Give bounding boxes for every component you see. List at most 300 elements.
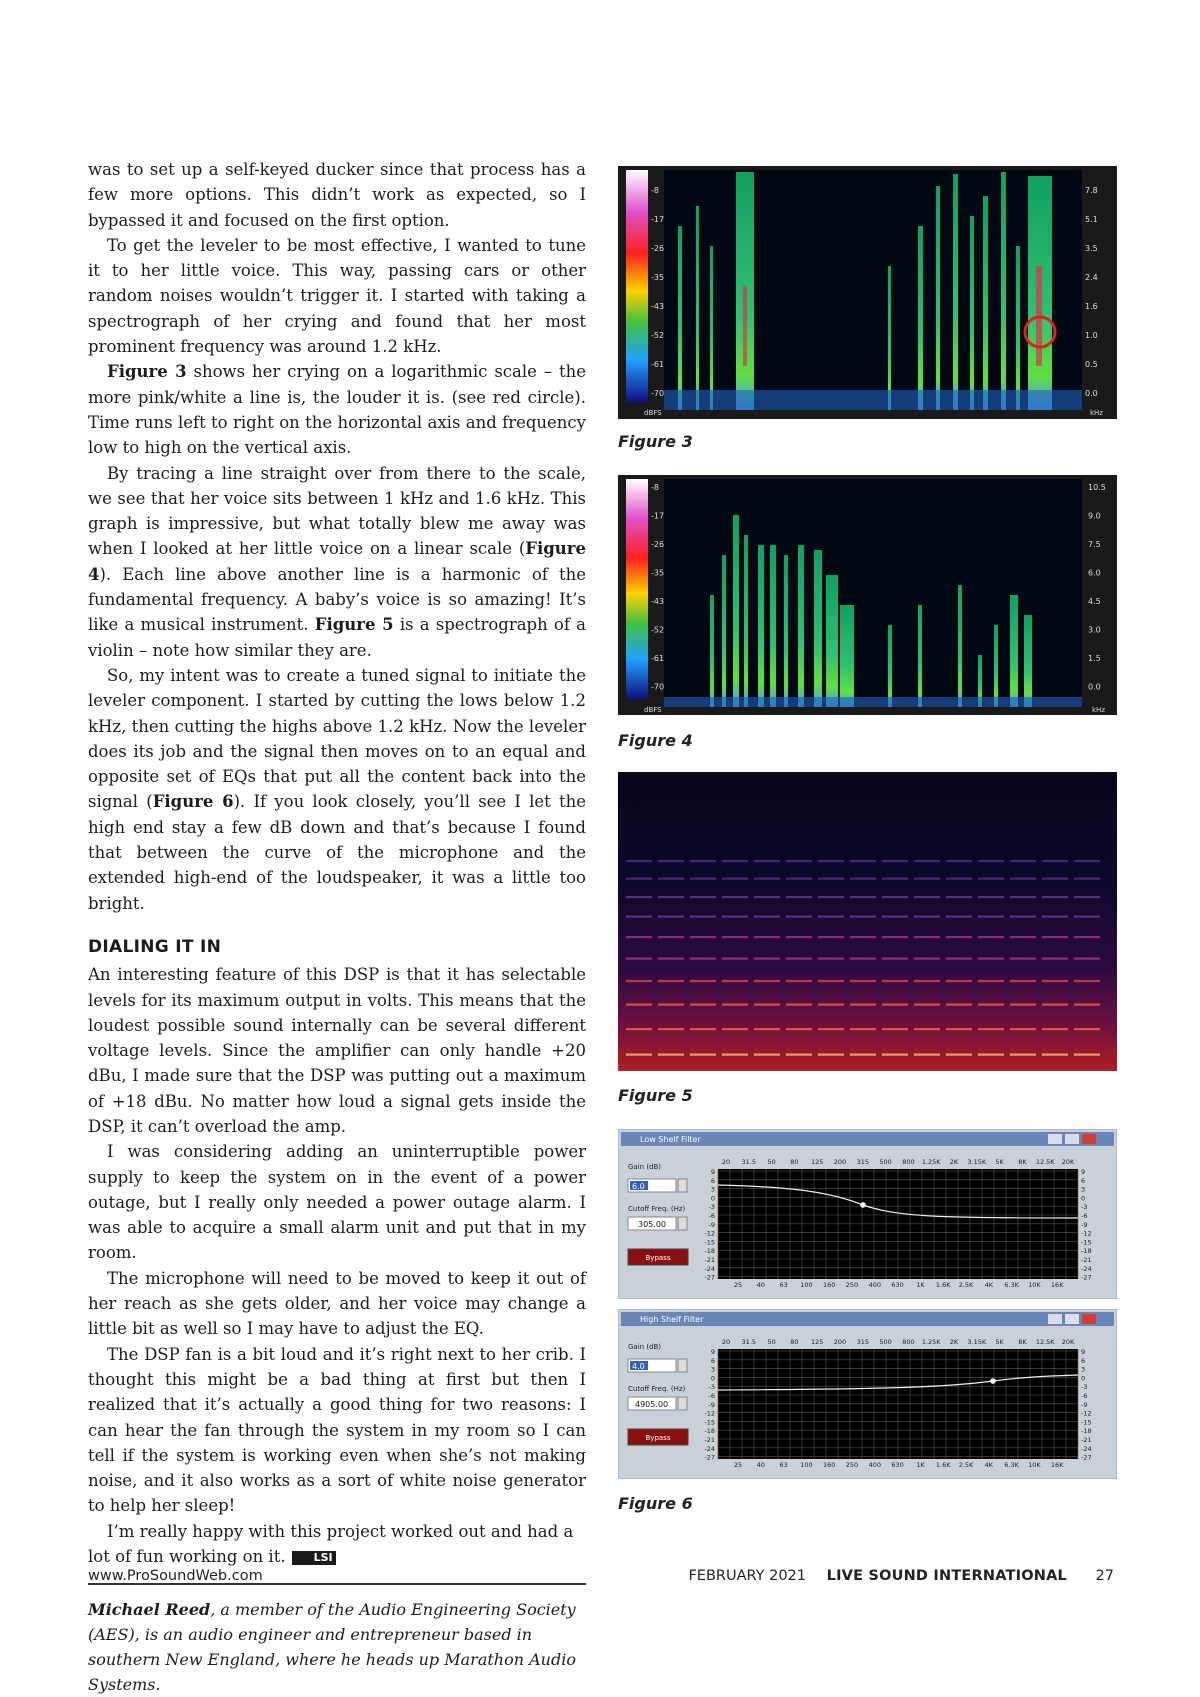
- violin-band: [850, 1054, 876, 1056]
- low-shelf-gain-label: Gain (dB): [628, 1163, 662, 1171]
- freq-top-label: 12.5K: [1035, 1338, 1055, 1346]
- violin-band: [1010, 936, 1036, 938]
- violin-band: [754, 860, 780, 862]
- violin-band: [722, 1028, 748, 1030]
- violin-band: [850, 916, 876, 918]
- violin-band: [754, 980, 780, 982]
- gain-left-label: -21: [704, 1256, 715, 1264]
- freq-bottom-label: 2.5K: [958, 1461, 974, 1469]
- paragraph-1: was to set up a self-keyed ducker since that process has a few more options. This didn’t work as expected, so I bypassed it and focused on the first option.: [88, 160, 586, 230]
- freq-top-label: 31.5: [741, 1338, 757, 1346]
- freq-bottom-label: 250: [845, 1281, 859, 1289]
- violin-band: [978, 916, 1004, 918]
- gain-right-label: -18: [1081, 1247, 1092, 1256]
- footer-date: FEBRUARY 2021: [688, 1568, 807, 1584]
- freq-bottom-label: 40: [756, 1281, 765, 1289]
- violin-band: [914, 1004, 940, 1006]
- gain-right-label: 3: [1081, 1185, 1086, 1194]
- freq-bottom-label: 100: [800, 1461, 813, 1469]
- violin-band: [882, 936, 908, 938]
- khz-scale-label: 3.0: [1088, 625, 1101, 635]
- khz-scale-label: 3.5: [1085, 244, 1098, 253]
- db-scale-label: -26: [651, 244, 665, 253]
- high-shelf-gain-spinner[interactable]: [678, 1359, 687, 1372]
- violin-band: [786, 936, 812, 938]
- freq-bottom-label: 400: [868, 1281, 882, 1289]
- violin-band: [626, 1028, 652, 1030]
- fig4-plot-area: [664, 479, 1082, 707]
- gain-right-label: -6: [1081, 1392, 1088, 1400]
- violin-band: [882, 958, 908, 960]
- khz-scale-label: 9.0: [1088, 511, 1101, 521]
- violin-band: [1074, 980, 1100, 982]
- freq-top-label: 31.5: [741, 1158, 757, 1166]
- violin-band: [1010, 1028, 1036, 1030]
- db-scale-label: -52: [651, 625, 665, 635]
- freq-top-label: 315: [856, 1158, 870, 1166]
- freq-bottom-label: 63: [779, 1281, 788, 1289]
- db-scale-label: -35: [651, 273, 665, 282]
- violin-band: [1010, 1004, 1036, 1006]
- high-shelf-maximize-icon[interactable]: [1065, 1314, 1079, 1324]
- violin-band: [946, 896, 972, 898]
- violin-band: [1042, 860, 1068, 862]
- violin-band: [882, 1004, 908, 1006]
- low-shelf-freq-bottom-labels: [734, 1281, 1064, 1289]
- freq-bottom-label: 63: [779, 1461, 788, 1469]
- violin-band: [786, 958, 812, 960]
- violin-band: [626, 860, 652, 862]
- violin-band: [690, 958, 716, 960]
- freq-top-label: 2K: [949, 1338, 959, 1346]
- violin-band: [946, 936, 972, 938]
- violin-band: [1042, 896, 1068, 898]
- low-shelf-cutoff-value: 305.00: [638, 1220, 666, 1229]
- low-shelf-gain-spinner[interactable]: [678, 1179, 687, 1192]
- gain-right-label: -15: [1081, 1238, 1092, 1247]
- violin-band: [914, 1028, 940, 1030]
- gain-left-label: -15: [704, 1418, 715, 1427]
- freq-top-label: 800: [902, 1158, 915, 1166]
- violin-band: [850, 1028, 876, 1030]
- khz-scale-label: 10.5: [1088, 483, 1106, 492]
- violin-band: [658, 1028, 684, 1030]
- gain-left-label: -12: [704, 1229, 715, 1238]
- violin-band: [1042, 1028, 1068, 1030]
- figure-4-caption: Figure 4: [618, 731, 693, 750]
- violin-band: [1074, 958, 1100, 960]
- violin-band: [626, 878, 652, 880]
- violin-band: [882, 1028, 908, 1030]
- gain-left-label: -27: [704, 1453, 715, 1462]
- freq-bottom-label: 25: [733, 1281, 743, 1289]
- gain-left-label: -18: [704, 1427, 715, 1436]
- gain-left-label: 3: [710, 1185, 715, 1194]
- low-shelf-handle[interactable]: [860, 1202, 866, 1208]
- violin-band: [978, 878, 1004, 880]
- gain-right-label: -24: [1081, 1264, 1092, 1273]
- khz-scale-label: 1.5: [1088, 654, 1101, 663]
- violin-band: [818, 936, 844, 938]
- figure-5-ref: Figure 5: [314, 615, 394, 635]
- violin-band: [978, 896, 1004, 898]
- freq-bottom-label: 630: [891, 1281, 904, 1289]
- paragraph-3: Figure 3 shows her crying on a logarithmic scale – the more pink/white a line is, the louder it is. (see red circle). Time runs left to right on the horizontal axis and frequency low to high on the vertical axis.: [88, 362, 586, 458]
- violin-band: [978, 936, 1004, 938]
- violin-band: [1042, 916, 1068, 918]
- gain-right-label: -15: [1081, 1418, 1092, 1427]
- freq-top-label: 50: [767, 1338, 776, 1346]
- violin-band: [722, 896, 748, 898]
- freq-top-label: 500: [879, 1338, 892, 1346]
- violin-band: [658, 1054, 684, 1056]
- violin-band: [914, 958, 940, 960]
- freq-top-label: 125: [810, 1338, 824, 1346]
- violin-band: [818, 860, 844, 862]
- violin-band: [786, 878, 812, 880]
- gain-right-label: 9: [1081, 1348, 1086, 1356]
- violin-band: [658, 860, 684, 862]
- figure-5-violin-spectrogram: [618, 772, 1117, 1071]
- freq-bottom-label: 2.5K: [958, 1281, 974, 1289]
- gain-left-label: -3: [708, 1203, 715, 1212]
- violin-band: [1074, 1054, 1100, 1056]
- gain-right-label: -9: [1081, 1400, 1088, 1409]
- freq-bottom-label: 100: [800, 1281, 813, 1289]
- high-shelf-cutoff-label: Cutoff Freq. (Hz): [628, 1385, 686, 1393]
- gain-left-label: -6: [708, 1392, 715, 1400]
- gain-left-label: -21: [704, 1436, 715, 1444]
- freq-top-label: 20: [721, 1158, 731, 1166]
- fig3-color-scale: [626, 170, 648, 402]
- db-scale-label: -70: [651, 389, 665, 398]
- low-shelf-maximize-icon[interactable]: [1065, 1134, 1079, 1144]
- freq-bottom-label: 16K: [1050, 1461, 1064, 1469]
- figure-3-ref: Figure 3: [107, 362, 187, 382]
- violin-band: [1042, 936, 1068, 938]
- freq-top-label: 20K: [1061, 1158, 1075, 1166]
- violin-band: [754, 896, 780, 898]
- violin-band: [914, 980, 940, 982]
- khz-scale-label: 1.0: [1085, 331, 1098, 340]
- fig5-plot-area: [618, 772, 1117, 1071]
- violin-band: [818, 878, 844, 880]
- freq-bottom-label: 4K: [984, 1461, 994, 1469]
- gain-right-label: -24: [1081, 1444, 1092, 1453]
- footer-website[interactable]: www.ProSoundWeb.com: [88, 1568, 263, 1584]
- low-shelf-minimize-icon[interactable]: [1048, 1134, 1062, 1144]
- violin-band: [786, 916, 812, 918]
- freq-top-label: 50: [767, 1158, 776, 1166]
- figure-3-spectrogram: [618, 166, 1117, 419]
- khz-scale-label: 6.0: [1088, 568, 1101, 578]
- gain-right-label: -6: [1081, 1212, 1088, 1220]
- violin-band: [754, 1004, 780, 1006]
- freq-bottom-label: 6.3K: [1004, 1461, 1019, 1469]
- violin-band: [754, 936, 780, 938]
- paragraph-5: So, my intent was to create a tuned signal to initiate the leveler component. I started by cutting the lows below 1.2 kHz, then cutting the highs above 1.2 kHz. Now the leveler does its job and the signal then moves on to an equal and opposite set of EQs that put all the content back into the signal (Figure 6). If you look closely, you’ll see I let the high end stay a few dB down and that’s because I found that between the curve of the microphone and the extended high-end of the loudspeaker, it was a little too bright.: [88, 665, 587, 913]
- freq-top-label: 2K: [949, 1158, 959, 1166]
- freq-bottom-label: 6.3K: [1004, 1281, 1019, 1289]
- khz-scale-label: 2.4: [1085, 273, 1098, 282]
- freq-top-label: 500: [879, 1158, 892, 1166]
- paragraph-9: The DSP fan is a bit loud and it’s right next to her crib. I thought this might be a bad thing at first but then I realized that it’s actually a good thing for two reasons: I can hear the fan through the system in my room so I can tell if the system is working even when she’s not making noise, and it also works as a sort of white noise generator to help her sleep!: [88, 1344, 586, 1516]
- gain-right-label: 3: [1081, 1365, 1086, 1374]
- violin-band: [722, 958, 748, 960]
- violin-band: [850, 980, 876, 982]
- figure-4-spectrogram: [618, 475, 1117, 715]
- gain-left-label: 0: [710, 1194, 715, 1203]
- gain-right-label: -21: [1081, 1436, 1092, 1444]
- figure-3-caption: Figure 3: [618, 432, 693, 451]
- freq-bottom-label: 400: [868, 1461, 882, 1469]
- freq-bottom-label: 1K: [916, 1461, 925, 1469]
- violin-band: [1010, 860, 1036, 862]
- figure-6-caption: Figure 6: [618, 1494, 693, 1513]
- violin-band: [658, 980, 684, 982]
- figure-4-ref: Figure 4: [88, 539, 586, 584]
- high-shelf-freq-bottom-labels: [734, 1461, 1064, 1469]
- khz-scale-label: 0.0: [1088, 682, 1101, 692]
- high-shelf-gain-label: Gain (dB): [628, 1343, 662, 1351]
- paragraph-4: By tracing a line straight over from there to the scale, we see that her voice sits between 1 kHz and 1.6 kHz. This graph is impressive, but what totally blew me away was when I looked at her little voice on a linear scale (Figure 4). Each line above another line is a harmonic of the fundamental frequency. A baby’s voice is so amazing! It’s like a musical instrument. Figure 5 is a spectrograph of a violin – note how similar they are.: [88, 463, 587, 660]
- freq-top-label: 5K: [995, 1158, 1004, 1166]
- gain-left-label: -24: [704, 1444, 715, 1453]
- violin-band: [850, 958, 876, 960]
- violin-band: [1042, 1004, 1068, 1006]
- violin-band: [658, 878, 684, 880]
- freq-top-label: 20: [721, 1338, 731, 1346]
- violin-band: [818, 1004, 844, 1006]
- freq-bottom-label: 160: [822, 1281, 836, 1289]
- violin-band: [818, 896, 844, 898]
- section-heading: DIALING IT IN: [88, 936, 222, 957]
- khz-scale-label: 1.6: [1085, 302, 1098, 311]
- khz-scale-label: 0.5: [1085, 360, 1098, 369]
- violin-band: [722, 916, 748, 918]
- violin-band: [626, 980, 652, 982]
- paragraph-10: I’m really happy with this project worked out and had a lot of fun working on it. LSI: [88, 1521, 574, 1567]
- low-shelf-cutoff-spinner[interactable]: [678, 1217, 687, 1230]
- violin-band: [818, 958, 844, 960]
- paragraph-8: The microphone will need to be moved to keep it out of her reach as she gets older, and her voice may change a little bit as well so I may have to adjust the EQ.: [88, 1268, 586, 1339]
- paragraph-2: To get the leveler to be most effective, I wanted to tune it to her little voice. This way, passing cars or other random noises wouldn’t trigger it. I started with taking a spectrograph of her crying and found that her most prominent frequency was around 1.2 kHz.: [88, 235, 586, 357]
- gain-right-label: -27: [1081, 1453, 1092, 1462]
- violin-band: [914, 916, 940, 918]
- violin-band: [786, 1028, 812, 1030]
- violin-band: [818, 1028, 844, 1030]
- violin-band: [946, 860, 972, 862]
- violin-band: [690, 936, 716, 938]
- low-shelf-title: Low Shelf Filter: [640, 1135, 701, 1144]
- violin-band: [850, 936, 876, 938]
- figure-6-ref: Figure 6: [152, 792, 234, 812]
- violin-band: [722, 860, 748, 862]
- gain-left-label: 0: [710, 1374, 715, 1383]
- freq-top-label: 125: [810, 1158, 824, 1166]
- violin-band: [946, 980, 972, 982]
- violin-band: [626, 936, 652, 938]
- freq-top-label: 1.25K: [921, 1158, 941, 1166]
- freq-top-label: 1.25K: [921, 1338, 941, 1346]
- freq-top-label: 5K: [995, 1338, 1004, 1346]
- violin-band: [658, 916, 684, 918]
- violin-band: [818, 1054, 844, 1056]
- violin-band: [946, 1004, 972, 1006]
- freq-top-label: 3.15K: [967, 1338, 987, 1346]
- gain-right-label: -12: [1081, 1229, 1092, 1238]
- violin-band: [722, 1004, 748, 1006]
- gain-left-label: -9: [708, 1400, 715, 1409]
- violin-band: [818, 916, 844, 918]
- khz-scale-label: 7.8: [1085, 186, 1098, 195]
- gain-left-label: -3: [708, 1383, 715, 1392]
- gain-left-label: -15: [704, 1238, 715, 1247]
- violin-band: [786, 896, 812, 898]
- high-shelf-minimize-icon[interactable]: [1048, 1314, 1062, 1324]
- freq-bottom-label: 10K: [1028, 1281, 1041, 1289]
- db-scale-label: -8: [651, 483, 659, 492]
- db-scale-label: -8: [651, 186, 659, 195]
- violin-band: [754, 958, 780, 960]
- fig3-dbfs-unit: dBFS: [644, 409, 662, 417]
- violin-band: [1010, 1054, 1036, 1056]
- high-shelf-handle[interactable]: [990, 1378, 996, 1384]
- freq-bottom-label: 1.6K: [935, 1281, 951, 1289]
- fig4-dbfs-unit: dBFS: [644, 706, 662, 714]
- db-scale-label: -26: [651, 540, 665, 549]
- high-shelf-cutoff-spinner[interactable]: [678, 1397, 687, 1410]
- violin-band: [882, 980, 908, 982]
- gain-right-label: -27: [1081, 1273, 1092, 1282]
- violin-band: [754, 916, 780, 918]
- figure-5-caption: Figure 5: [618, 1086, 693, 1105]
- violin-band: [914, 896, 940, 898]
- violin-band: [1010, 958, 1036, 960]
- violin-band: [1010, 980, 1036, 982]
- author-name: Michael Reed: [88, 1600, 211, 1620]
- freq-bottom-label: 16K: [1050, 1281, 1064, 1289]
- violin-band: [946, 916, 972, 918]
- violin-band: [658, 1004, 684, 1006]
- gain-right-label: 0: [1081, 1374, 1086, 1383]
- gain-right-label: -9: [1081, 1220, 1088, 1229]
- khz-scale-label: 0.0: [1085, 389, 1098, 398]
- freq-top-label: 800: [902, 1338, 915, 1346]
- violin-band: [882, 896, 908, 898]
- freq-bottom-label: 1.6K: [935, 1461, 951, 1469]
- db-scale-label: -17: [651, 511, 665, 521]
- violin-band: [690, 916, 716, 918]
- violin-band: [978, 958, 1004, 960]
- violin-band: [1042, 958, 1068, 960]
- freq-bottom-label: 25: [733, 1461, 743, 1469]
- violin-band: [914, 878, 940, 880]
- low-shelf-cutoff-label: Cutoff Freq. (Hz): [628, 1205, 686, 1213]
- violin-band: [658, 958, 684, 960]
- gain-left-label: 9: [710, 1168, 715, 1176]
- violin-band: [626, 916, 652, 918]
- violin-band: [914, 1054, 940, 1056]
- low-shelf-gain-value: 6.0: [632, 1182, 645, 1191]
- gain-right-label: 0: [1081, 1194, 1086, 1203]
- violin-band: [1074, 878, 1100, 880]
- low-shelf-close-icon[interactable]: [1082, 1134, 1096, 1144]
- violin-band: [978, 1004, 1004, 1006]
- violin-band: [658, 896, 684, 898]
- violin-band: [1010, 878, 1036, 880]
- violin-band: [690, 1028, 716, 1030]
- freq-top-label: 20K: [1061, 1338, 1075, 1346]
- violin-band: [914, 936, 940, 938]
- gain-right-label: 9: [1081, 1168, 1086, 1176]
- gain-left-label: 6: [710, 1176, 715, 1185]
- violin-band: [818, 980, 844, 982]
- freq-bottom-label: 160: [822, 1461, 836, 1469]
- violin-band: [882, 916, 908, 918]
- violin-band: [1010, 896, 1036, 898]
- db-scale-label: -35: [651, 568, 665, 578]
- paragraph-6: An interesting feature of this DSP is that it has selectable levels for its maximum output in volts. This means that the loudest possible sound internally can be several different voltage levels. Since the amplifier can only handle +20 dBu, I made sure that the DSP was putting out a maximum of +18 dBu. No matter how loud a signal gets inside the DSP, it can’t overload the amp.: [88, 965, 586, 1136]
- violin-band: [946, 1028, 972, 1030]
- db-scale-label: -52: [651, 331, 665, 340]
- violin-band: [882, 1054, 908, 1056]
- violin-band: [946, 958, 972, 960]
- violin-band: [850, 878, 876, 880]
- freq-bottom-label: 630: [891, 1461, 904, 1469]
- violin-band: [722, 1054, 748, 1056]
- db-scale-label: -70: [651, 682, 665, 692]
- violin-band: [946, 1054, 972, 1056]
- khz-scale-label: 5.1: [1085, 215, 1098, 224]
- freq-top-label: 12.5K: [1035, 1158, 1055, 1166]
- high-shelf-bypass-label: Bypass: [645, 1434, 671, 1442]
- violin-band: [690, 896, 716, 898]
- violin-band: [946, 878, 972, 880]
- freq-top-label: 8K: [1018, 1158, 1027, 1166]
- violin-band: [882, 860, 908, 862]
- freq-top-label: 200: [833, 1338, 847, 1346]
- freq-top-label: 315: [856, 1338, 870, 1346]
- gain-right-label: -18: [1081, 1427, 1092, 1436]
- gain-left-label: -27: [704, 1273, 715, 1282]
- freq-bottom-label: 40: [756, 1461, 765, 1469]
- violin-band: [978, 1028, 1004, 1030]
- gain-left-label: -9: [708, 1220, 715, 1229]
- freq-bottom-label: 4K: [984, 1281, 994, 1289]
- freq-top-label: 80: [790, 1338, 799, 1346]
- violin-band: [754, 878, 780, 880]
- violin-band: [882, 878, 908, 880]
- gain-right-label: -12: [1081, 1409, 1092, 1418]
- violin-band: [1042, 878, 1068, 880]
- gain-left-label: 9: [710, 1348, 715, 1356]
- violin-band: [978, 980, 1004, 982]
- gain-left-label: -12: [704, 1409, 715, 1418]
- gain-left-label: -24: [704, 1264, 715, 1273]
- high-shelf-close-icon[interactable]: [1082, 1314, 1096, 1324]
- gain-right-label: -3: [1081, 1203, 1088, 1212]
- violin-band: [978, 860, 1004, 862]
- freq-bottom-label: 10K: [1028, 1461, 1041, 1469]
- violin-band: [1074, 896, 1100, 898]
- violin-band: [1010, 916, 1036, 918]
- db-scale-label: -43: [651, 597, 665, 606]
- high-shelf-gain-value: 4.0: [632, 1362, 645, 1371]
- gain-left-label: -18: [704, 1247, 715, 1256]
- freq-top-label: 8K: [1018, 1338, 1027, 1346]
- footer-page-number: 27: [1095, 1568, 1114, 1584]
